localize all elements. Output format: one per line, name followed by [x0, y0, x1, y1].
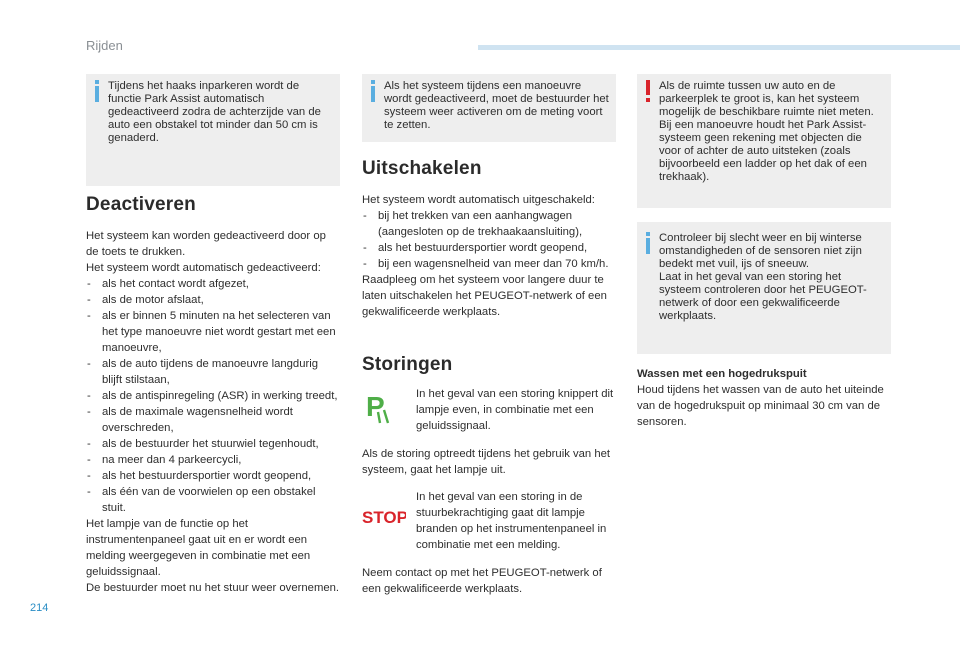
list-item: - als het bestuurdersportier wordt geopend,	[362, 240, 616, 256]
deactiveren-body	[86, 228, 340, 596]
list-item: - als het bestuurdersportier wordt geopend,	[86, 468, 340, 484]
uitschakelen-intro: Het systeem wordt automatisch uitgeschakeld:	[362, 194, 595, 206]
page-number: 214	[30, 602, 49, 614]
list-item: - als de motor afslaat,	[86, 292, 340, 308]
exclamation-icon	[643, 80, 654, 102]
deactiveren-list	[86, 276, 340, 516]
warning-note	[637, 74, 891, 208]
deactiveren-auto-line: Het systeem wordt automatisch gedeactiveerd:	[86, 262, 321, 274]
fault-p-text: In het geval van een storing knippert dit lampje even, in combinatie met een geluidssignaal.	[416, 388, 614, 432]
wash-section	[637, 366, 891, 430]
column-left	[86, 74, 340, 596]
info-note-text: Als het systeem tijdens een manoeuvre wordt gedeactiveerd, moet de bestuurder het systeem weer activeren om de meting voort te zetten.	[384, 80, 609, 131]
info-note	[362, 74, 616, 142]
list-item: - als één van de voorwielen op een obstakel stuit.	[86, 484, 340, 516]
warning-note-text: Als de ruimte tussen uw auto en de parkeerplek te groot is, kan het systeem mogelijk de beschikbare ruimte niet meten. Bij een manoeuvre houdt het Park Assist-systeem geen rekening met objecten die voor of achter de auto uitsteken (zoals bijvoorbeeld een ladder op het dak of een trekhaak).	[659, 80, 874, 183]
list-item: - als de bestuurder het stuurwiel tegenhoudt,	[86, 436, 340, 452]
uitschakelen-outro: Raadpleeg om het systeem voor langere duur te laten uitschakelen het PEUGEOT-netwerk of een gekwalificeerde werkplaats.	[362, 274, 607, 318]
list-item: - als het contact wordt afgezet,	[86, 276, 340, 292]
fault-mid-text: Als de storing optreedt tijdens het gebruik van het systeem, gaat het lampje uit.	[362, 448, 611, 476]
info-bar-icon	[368, 80, 379, 102]
column-middle	[362, 74, 616, 597]
header-bar	[478, 45, 960, 50]
park-assist-p-icon	[364, 390, 400, 431]
list-item: - bij een wagensnelheid van meer dan 70 km/h.	[362, 256, 616, 272]
deactiveren-intro: Het systeem kan worden gedeactiveerd door op de toets te drukken.	[86, 230, 326, 258]
stop-warning-icon	[362, 505, 406, 532]
uitschakelen-list	[362, 208, 616, 272]
svg-text:P: P	[366, 391, 385, 422]
list-item: - na meer dan 4 parkeercycli,	[86, 452, 340, 468]
heading-uitschakelen: Uitschakelen	[362, 158, 482, 179]
heading-storingen: Storingen	[362, 354, 453, 375]
deactiveren-outro-2: De bestuurder moet nu het stuur weer overnemen.	[86, 582, 340, 594]
list-item: - als de maximale wagensnelheid wordt overschreden,	[86, 404, 340, 436]
info-bar-icon	[92, 80, 103, 102]
deactiveren-outro: Het lampje van de functie op het instrumentenpaneel gaat uit en er wordt een melding weergegeven in combinatie met een geluidssignaal.	[86, 518, 311, 578]
info-bar-icon	[643, 232, 654, 254]
fault-stop-row	[362, 489, 616, 553]
wash-title: Wassen met een hogedrukspuit	[637, 368, 807, 380]
wash-text: Houd tijdens het wassen van de auto het uiteinde van de hogedrukspuit op minimaal 30 cm van de sensoren.	[637, 384, 884, 428]
list-item: - als er binnen 5 minuten na het selecteren van het type manoeuvre niet wordt gestart met een manoeuvre,	[86, 308, 340, 356]
info-note-text: Tijdens het haaks inparkeren wordt de functie Park Assist automatisch gedeactiveerd zodra de achterzijde van de auto een obstakel tot minder dan 50 cm is genaderd.	[108, 80, 321, 144]
contact-text: Neem contact op met het PEUGEOT-netwerk of een gekwalificeerde werkplaats.	[362, 567, 602, 595]
heading-deactiveren: Deactiveren	[86, 194, 196, 215]
info-note	[637, 222, 891, 354]
list-item: - als de antispinregeling (ASR) in werking treedt,	[86, 388, 340, 404]
list-item: - bij het trekken van een aanhangwagen (aangesloten op de trekhaakaansluiting),	[362, 208, 616, 240]
svg-text:STOP: STOP	[362, 508, 406, 527]
column-right	[637, 74, 891, 430]
uitschakelen-body	[362, 192, 616, 320]
info-note-text-2: Laat in het geval van een storing het systeem controleren door het PEUGEOT-netwerk of door een gekwalificeerde werkplaats.	[659, 271, 867, 322]
section-title: Rijden	[86, 38, 123, 53]
info-note	[86, 74, 340, 186]
list-item: - als de auto tijdens de manoeuvre langdurig blijft stilstaan,	[86, 356, 340, 388]
info-note-text: Controleer bij slecht weer en bij winterse omstandigheden of de sensoren niet zijn bedekt met vuil, ijs of sneeuw.	[659, 232, 862, 270]
fault-p-row	[362, 386, 616, 434]
fault-stop-text: In het geval van een storing in de stuurbekrachtiging gaat dit lampje branden op het instrumentenpaneel in combinatie met een melding.	[416, 491, 607, 551]
